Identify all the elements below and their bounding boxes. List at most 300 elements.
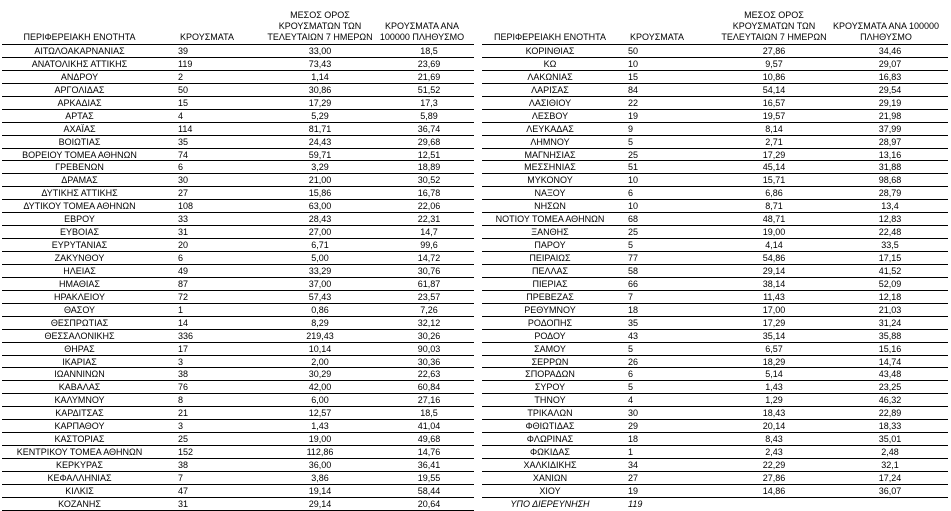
table-row bbox=[2, 84, 474, 97]
table-row bbox=[482, 291, 948, 304]
avg7-cell: 5,00 bbox=[311, 253, 329, 263]
cases-cell: 10 bbox=[628, 58, 639, 69]
table-row bbox=[2, 278, 474, 291]
table-body-left bbox=[2, 45, 474, 511]
table-row bbox=[482, 317, 948, 330]
table-row bbox=[2, 58, 474, 71]
table-row bbox=[2, 239, 474, 252]
table-row bbox=[2, 498, 474, 511]
per100k-cell: 98,68 bbox=[878, 175, 902, 186]
avg7-cell: 3,86 bbox=[311, 472, 329, 483]
table-row bbox=[482, 343, 948, 356]
per100k-cell: 18,5 bbox=[420, 46, 438, 56]
per100k-cell: 16,78 bbox=[417, 188, 441, 199]
cases-cell: 25 bbox=[628, 149, 639, 160]
cases-cell: 15 bbox=[178, 97, 189, 108]
table-row bbox=[482, 356, 948, 369]
region-cell: ΘΕΣΣΑΛΟΝΙΚΗΣ bbox=[44, 330, 115, 341]
per100k-cell: 49,68 bbox=[417, 434, 441, 445]
cases-cell: 19 bbox=[628, 485, 639, 496]
cases-cell: 4 bbox=[178, 110, 184, 121]
avg7-cell: 2,71 bbox=[765, 136, 783, 147]
avg7-cell: 48,71 bbox=[762, 214, 786, 225]
region-cell: ΝΗΣΩΝ bbox=[534, 201, 566, 212]
avg7-cell: 59,71 bbox=[308, 149, 332, 160]
cases-cell: 18 bbox=[628, 434, 639, 445]
per100k-cell: 90,03 bbox=[417, 343, 441, 354]
cases-cell: 74 bbox=[178, 149, 189, 160]
avg7-cell: 9,57 bbox=[765, 58, 783, 69]
avg7-cell: 8,14 bbox=[765, 123, 783, 134]
cases-cell: 5 bbox=[628, 343, 634, 354]
header-per100k: ΚΡΟΥΣΜΑΤΑ ΑΝΑ 100000 ΠΛΗΘΥΣΜΟ bbox=[833, 21, 939, 42]
table-row bbox=[2, 446, 474, 459]
cases-cell: 50 bbox=[628, 46, 639, 56]
avg7-cell: 57,43 bbox=[308, 291, 332, 302]
cases-cell: 76 bbox=[178, 382, 189, 393]
avg7-cell: 6,71 bbox=[311, 240, 329, 251]
cases-cell: 119 bbox=[178, 58, 193, 69]
avg7-cell: 8,43 bbox=[765, 434, 783, 445]
table-row bbox=[482, 252, 948, 265]
cases-cell: 25 bbox=[178, 434, 189, 445]
per100k-cell: 32,1 bbox=[881, 460, 899, 470]
avg7-cell: 18,43 bbox=[762, 408, 786, 419]
table-row bbox=[2, 407, 474, 420]
per100k-cell: 41,52 bbox=[878, 265, 902, 276]
table-row bbox=[2, 174, 474, 187]
avg7-cell: 3,29 bbox=[311, 162, 329, 173]
avg7-cell: 0,86 bbox=[311, 304, 329, 315]
table-row bbox=[2, 381, 474, 394]
table-row bbox=[482, 200, 948, 213]
avg7-cell: 81,71 bbox=[308, 123, 332, 134]
table-row bbox=[482, 174, 948, 187]
table-row bbox=[482, 187, 948, 200]
cases-cell: 72 bbox=[178, 291, 189, 302]
avg7-cell: 35,14 bbox=[762, 330, 786, 341]
table-row bbox=[2, 368, 474, 381]
region-cell: ΖΑΚΥΝΘΟΥ bbox=[54, 253, 105, 263]
region-cell: ΤΗΝΟΥ bbox=[534, 395, 566, 406]
avg7-cell: 19,57 bbox=[762, 110, 786, 121]
cases-cell: 1 bbox=[628, 447, 634, 458]
table-row bbox=[2, 71, 474, 84]
table-row bbox=[482, 84, 948, 97]
table-row bbox=[2, 343, 474, 356]
table-right-half bbox=[482, 2, 948, 511]
cases-cell: 34 bbox=[628, 460, 639, 470]
per100k-cell: 43,48 bbox=[878, 369, 902, 380]
region-cell: ΑΝΔΡΟΥ bbox=[60, 71, 99, 82]
avg7-cell: 19,00 bbox=[308, 434, 332, 445]
header-region: ΠΕΡΙΦΕΡΕΙΑΚΗ ΕΝΟΤΗΤΑ bbox=[23, 32, 136, 42]
cases-cell: 77 bbox=[628, 253, 639, 263]
cases-cell: 10 bbox=[628, 175, 639, 186]
region-cell: ΡΟΔΟΥ bbox=[534, 330, 566, 341]
cases-cell: 39 bbox=[178, 46, 189, 56]
per100k-cell: 29,07 bbox=[878, 58, 902, 69]
per100k-cell: 27,16 bbox=[417, 395, 441, 406]
table-row bbox=[2, 420, 474, 433]
cases-cell: 5 bbox=[628, 382, 634, 393]
per100k-cell: 18,5 bbox=[420, 408, 438, 419]
region-cell: ΑΡΤΑΣ bbox=[65, 110, 94, 121]
region-cell: ΒΟΡΕΙΟΥ ΤΟΜΕΑ ΑΘΗΝΩΝ bbox=[22, 149, 137, 160]
avg7-cell: 19,00 bbox=[762, 227, 786, 238]
table-row bbox=[482, 226, 948, 239]
per100k-cell: 14,76 bbox=[417, 447, 441, 458]
region-cell: ΣΠΟΡΑΔΩΝ bbox=[525, 369, 575, 380]
table-row bbox=[2, 149, 474, 162]
per100k-cell: 29,68 bbox=[417, 136, 441, 147]
region-cell: ΘΑΣΟΥ bbox=[63, 304, 96, 315]
cases-cell: 3 bbox=[178, 356, 184, 367]
cases-cell: 8 bbox=[178, 395, 184, 406]
per100k-cell: 17,15 bbox=[878, 253, 902, 263]
region-cell: ΜΥΚΟΝΟΥ bbox=[527, 175, 573, 186]
table-row bbox=[2, 459, 474, 472]
cases-cell: 35 bbox=[178, 136, 189, 147]
region-cell: ΚΕΡΚΥΡΑΣ bbox=[56, 460, 103, 470]
per100k-cell: 28,97 bbox=[878, 136, 902, 147]
region-cell: ΦΛΩΡΙΝΑΣ bbox=[526, 434, 574, 445]
region-cell: ΠΕΛΛΑΣ bbox=[531, 265, 569, 276]
region-cell: ΡΟΔΟΠΗΣ bbox=[527, 317, 573, 328]
avg7-cell: 27,86 bbox=[762, 46, 786, 56]
per100k-cell: 17,3 bbox=[420, 97, 438, 108]
cases-cell: 6 bbox=[178, 162, 184, 173]
avg7-cell: 36,00 bbox=[308, 460, 332, 470]
per100k-cell: 14,74 bbox=[878, 356, 902, 367]
cases-cell: 152 bbox=[178, 447, 194, 458]
avg7-cell: 1,14 bbox=[311, 71, 329, 82]
cases-cell: 6 bbox=[178, 253, 184, 263]
table-row bbox=[482, 278, 948, 291]
avg7-cell: 30,86 bbox=[308, 84, 332, 95]
region-cell: ΔΡΑΜΑΣ bbox=[61, 175, 98, 186]
region-cell: ΚΟΡΙΝΘΙΑΣ bbox=[525, 46, 575, 56]
cases-cell: 47 bbox=[178, 485, 189, 496]
region-cell: ΞΑΝΘΗΣ bbox=[531, 227, 569, 238]
region-cell: ΝΑΞΟΥ bbox=[534, 188, 566, 199]
cases-cell: 7 bbox=[178, 472, 184, 483]
cases-cell: 1 bbox=[178, 304, 184, 315]
table-row bbox=[2, 213, 474, 226]
per100k-cell: 58,44 bbox=[417, 485, 441, 496]
table-row bbox=[2, 265, 474, 278]
table-row bbox=[482, 330, 948, 343]
cases-cell: 25 bbox=[628, 227, 639, 238]
table-row bbox=[2, 317, 474, 330]
avg7-cell: 17,29 bbox=[762, 149, 786, 160]
per100k-cell: 32,12 bbox=[417, 317, 441, 328]
avg7-cell: 5,29 bbox=[311, 110, 329, 121]
table-row bbox=[2, 472, 474, 485]
per100k-cell: 36,41 bbox=[417, 460, 441, 470]
table-body-right bbox=[482, 45, 948, 511]
region-cell: ΧΑΝΙΩΝ bbox=[532, 472, 568, 483]
per100k-cell: 28,79 bbox=[878, 188, 902, 199]
avg7-cell: 29,14 bbox=[308, 498, 332, 509]
header-avg7: ΜΕΣΟΣ ΟΡΟΣ ΚΡΟΥΣΜΑΤΩΝ ΤΩΝ ΤΕΛΕΥΤΑΙΩΝ 7 ΗΜΕΡΩΝ bbox=[721, 10, 827, 42]
cases-cell: 31 bbox=[178, 227, 189, 238]
table-row bbox=[482, 485, 948, 498]
cases-cell: 336 bbox=[178, 330, 194, 341]
cases-cell: 4 bbox=[628, 395, 634, 406]
region-cell: ΙΩΑΝΝΙΝΩΝ bbox=[54, 369, 105, 380]
table-row bbox=[482, 213, 948, 226]
avg7-cell: 15,86 bbox=[308, 188, 332, 199]
cases-cell: 119 bbox=[628, 498, 643, 509]
cases-cell: 114 bbox=[178, 123, 193, 134]
avg7-cell: 5,14 bbox=[765, 369, 783, 380]
avg7-cell: 112,86 bbox=[306, 447, 334, 458]
region-cell: ΒΟΙΩΤΙΑΣ bbox=[58, 136, 101, 147]
region-cell: ΣΕΡΡΩΝ bbox=[531, 356, 569, 367]
avg7-cell: 2,43 bbox=[765, 447, 783, 458]
avg7-cell: 33,00 bbox=[308, 46, 332, 56]
per100k-cell: 35,88 bbox=[878, 330, 902, 341]
region-cell: ΧΑΛΚΙΔΙΚΗΣ bbox=[523, 460, 577, 470]
region-cell: ΘΕΣΠΡΩΤΙΑΣ bbox=[50, 317, 109, 328]
avg7-cell: 21,00 bbox=[308, 175, 332, 186]
cases-cell: 84 bbox=[628, 84, 639, 95]
region-cell: ΛΑΚΩΝΙΑΣ bbox=[527, 71, 573, 82]
region-cell: ΡΕΘΥΜΝΟΥ bbox=[524, 304, 576, 315]
per100k-cell: 13,4 bbox=[881, 201, 899, 212]
table-row bbox=[482, 123, 948, 136]
region-cell: ΣΥΡΟΥ bbox=[534, 382, 566, 393]
cases-cell: 3 bbox=[178, 421, 184, 432]
per100k-cell: 35,01 bbox=[878, 434, 902, 445]
cases-cell: 50 bbox=[178, 84, 189, 95]
per100k-cell: 33,5 bbox=[881, 240, 899, 251]
region-cell: ΚΑΛΥΜΝΟΥ bbox=[54, 395, 105, 406]
cases-cell: 26 bbox=[628, 356, 639, 367]
table-row bbox=[2, 97, 474, 110]
region-cell: ΛΑΣΙΘΙΟΥ bbox=[528, 97, 572, 108]
cases-cell: 20 bbox=[178, 240, 189, 251]
table-row bbox=[482, 420, 948, 433]
region-cell: ΚΩ bbox=[543, 58, 557, 69]
region-cell: ΚΕΝΤΡΙΚΟΥ ΤΟΜΕΑ ΑΘΗΝΩΝ bbox=[16, 447, 143, 458]
header-avg7: ΜΕΣΟΣ ΟΡΟΣ ΚΡΟΥΣΜΑΤΩΝ ΤΩΝ ΤΕΛΕΥΤΑΙΩΝ 7 ΗΜΕΡΩΝ bbox=[267, 10, 373, 42]
avg7-cell: 11,43 bbox=[763, 291, 785, 302]
per100k-cell: 21,03 bbox=[878, 304, 902, 315]
region-cell: ΚΙΛΚΙΣ bbox=[65, 485, 94, 496]
cases-cell: 22 bbox=[628, 97, 639, 108]
table-row bbox=[2, 433, 474, 446]
region-cell: ΗΡΑΚΛΕΙΟΥ bbox=[53, 291, 106, 302]
region-cell: ΔΥΤΙΚΟΥ ΤΟΜΕΑ ΑΘΗΝΩΝ bbox=[23, 201, 136, 212]
per100k-cell: 23,69 bbox=[417, 58, 441, 69]
avg7-cell: 219,43 bbox=[306, 330, 334, 341]
per100k-cell: 31,88 bbox=[878, 162, 902, 173]
header-cases: ΚΡΟΥΣΜΑΤΑ bbox=[180, 32, 234, 42]
table-row bbox=[2, 226, 474, 239]
avg7-cell: 6,00 bbox=[311, 395, 329, 406]
region-cell: ΘΗΡΑΣ bbox=[64, 343, 95, 354]
table-left-half bbox=[2, 2, 474, 511]
table-row bbox=[2, 136, 474, 149]
cases-cell: 5 bbox=[628, 136, 634, 147]
per100k-cell: 22,48 bbox=[878, 227, 902, 238]
cases-cell: 17 bbox=[178, 343, 189, 354]
table-row bbox=[2, 187, 474, 200]
region-cell: ΦΘΙΩΤΙΔΑΣ bbox=[525, 421, 575, 432]
per100k-cell: 12,83 bbox=[878, 214, 902, 225]
avg7-cell: 17,00 bbox=[762, 304, 786, 315]
cases-cell: 6 bbox=[628, 188, 634, 199]
table-row bbox=[482, 149, 948, 162]
region-cell: ΚΑΒΑΛΑΣ bbox=[58, 382, 101, 393]
cases-cell: 7 bbox=[628, 291, 634, 302]
avg7-cell: 33,29 bbox=[308, 265, 332, 276]
avg7-cell: 42,00 bbox=[308, 382, 332, 393]
per100k-cell: 36,74 bbox=[417, 123, 441, 134]
per100k-cell: 19,55 bbox=[417, 472, 441, 483]
per100k-cell: 2,48 bbox=[881, 447, 899, 458]
per100k-cell: 21,98 bbox=[878, 110, 902, 121]
per100k-cell: 29,54 bbox=[878, 84, 902, 95]
per100k-cell: 29,19 bbox=[878, 97, 902, 108]
per100k-cell: 30,76 bbox=[417, 265, 441, 276]
per100k-cell: 21,69 bbox=[417, 71, 441, 82]
avg7-cell: 22,29 bbox=[762, 460, 786, 470]
per100k-cell: 17,24 bbox=[878, 472, 902, 483]
avg7-cell: 73,43 bbox=[308, 58, 332, 69]
region-cell: ΚΕΦΑΛΛΗΝΙΑΣ bbox=[47, 472, 112, 483]
region-cell: ΗΛΕΙΑΣ bbox=[63, 265, 96, 276]
table-row bbox=[482, 381, 948, 394]
table-row bbox=[482, 472, 948, 485]
region-cell: ΣΑΜΟΥ bbox=[534, 343, 566, 354]
cases-cell: 31 bbox=[178, 498, 189, 509]
region-cell: ΤΡΙΚΑΛΩΝ bbox=[527, 408, 573, 419]
table-row bbox=[482, 58, 948, 71]
cases-cell: 27 bbox=[628, 472, 639, 483]
header-per100k: ΚΡΟΥΣΜΑΤΑ ΑΝΑ 100000 ΠΛΗΘΥΣΜΟ bbox=[379, 21, 465, 42]
region-cell: ΧΙΟΥ bbox=[539, 485, 561, 496]
per100k-cell: 16,83 bbox=[878, 71, 902, 82]
table-row bbox=[2, 330, 474, 343]
avg7-cell: 38,14 bbox=[762, 278, 786, 289]
region-cell: ΔΥΤΙΚΗΣ ΑΤΤΙΚΗΣ bbox=[41, 188, 118, 199]
per100k-cell: 51,52 bbox=[417, 84, 441, 95]
region-cell: ΛΗΜΝΟΥ bbox=[530, 136, 570, 147]
per100k-cell: 12,51 bbox=[417, 149, 441, 160]
region-cell: ΛΕΣΒΟΥ bbox=[531, 110, 569, 121]
table-row bbox=[482, 45, 948, 58]
table-row bbox=[482, 433, 948, 446]
cases-cell: 38 bbox=[178, 369, 189, 380]
table-row bbox=[482, 459, 948, 472]
region-cell: ΜΕΣΣΗΝΙΑΣ bbox=[524, 162, 576, 173]
table-row bbox=[482, 110, 948, 123]
avg7-cell: 14,86 bbox=[762, 485, 786, 496]
region-cell: ΥΠΟ ΔΙΕΡΕΥΝΗΣΗ bbox=[510, 498, 590, 509]
cases-cell: 29 bbox=[628, 421, 639, 432]
region-cell: ΚΟΖΑΝΗΣ bbox=[58, 498, 101, 509]
cases-cell: 21 bbox=[178, 408, 189, 419]
table-row bbox=[2, 123, 474, 136]
region-cell: ΝΟΤΙΟΥ ΤΟΜΕΑ ΑΘΗΝΩΝ bbox=[495, 214, 605, 225]
per100k-cell: 18,33 bbox=[878, 421, 902, 432]
table-row bbox=[482, 161, 948, 174]
table-row bbox=[2, 45, 474, 58]
avg7-cell: 20,14 bbox=[762, 421, 786, 432]
region-cell: ΓΡΕΒΕΝΩΝ bbox=[55, 162, 104, 173]
cases-cell: 66 bbox=[628, 278, 639, 289]
region-cell: ΛΑΡΙΣΑΣ bbox=[531, 84, 569, 95]
per100k-cell: 23,25 bbox=[878, 382, 902, 393]
avg7-cell: 8,71 bbox=[765, 201, 783, 212]
avg7-cell: 19,14 bbox=[308, 485, 332, 496]
cases-cell: 30 bbox=[178, 175, 189, 186]
avg7-cell: 1,43 bbox=[765, 382, 783, 393]
avg7-cell: 27,00 bbox=[308, 227, 332, 238]
table-row bbox=[2, 252, 474, 265]
cases-cell: 15 bbox=[628, 71, 639, 82]
per100k-cell: 22,89 bbox=[878, 408, 902, 419]
region-cell: ΕΥΡΥΤΑΝΙΑΣ bbox=[51, 240, 108, 251]
cases-cell: 51 bbox=[628, 162, 639, 173]
cases-cell: 43 bbox=[628, 330, 639, 341]
region-cell: ΠΙΕΡΙΑΣ bbox=[532, 278, 568, 289]
region-cell: ΚΑΡΔΙΤΣΑΣ bbox=[55, 408, 104, 419]
per100k-cell: 23,57 bbox=[417, 291, 441, 302]
region-cell: ΑΧΑΪΑΣ bbox=[63, 123, 96, 134]
table-header bbox=[482, 2, 948, 45]
table-row bbox=[482, 446, 948, 459]
region-cell: ΜΑΓΝΗΣΙΑΣ bbox=[524, 149, 576, 160]
header-region: ΠΕΡΙΦΕΡΕΙΑΚΗ ΕΝΟΤΗΤΑ bbox=[493, 32, 607, 42]
avg7-cell: 16,57 bbox=[762, 97, 786, 108]
table-row bbox=[2, 200, 474, 213]
table-row bbox=[482, 304, 948, 317]
region-cell: ΕΒΡΟΥ bbox=[64, 214, 95, 225]
avg7-cell: 6,86 bbox=[765, 188, 783, 199]
table-row bbox=[2, 356, 474, 369]
avg7-cell: 24,43 bbox=[308, 136, 332, 147]
region-cell: ΚΑΣΤΟΡΙΑΣ bbox=[54, 434, 105, 445]
cases-cell: 87 bbox=[178, 278, 189, 289]
per100k-cell: 60,84 bbox=[417, 382, 441, 393]
region-cell: ΕΥΒΟΙΑΣ bbox=[59, 227, 100, 238]
avg7-cell: 8,29 bbox=[311, 317, 329, 328]
region-cell: ΗΜΑΘΙΑΣ bbox=[59, 278, 100, 289]
per100k-cell: 34,46 bbox=[878, 46, 902, 56]
per100k-cell: 13,16 bbox=[878, 149, 902, 160]
per100k-cell: 14,7 bbox=[420, 227, 438, 238]
per100k-cell: 22,06 bbox=[417, 201, 441, 212]
table-row bbox=[2, 110, 474, 123]
per100k-cell: 7,26 bbox=[420, 304, 438, 315]
avg7-cell: 1,29 bbox=[765, 395, 783, 406]
avg7-cell: 15,71 bbox=[762, 175, 786, 186]
per100k-cell: 99,6 bbox=[420, 240, 438, 251]
table-row bbox=[482, 71, 948, 84]
cases-cell: 10 bbox=[628, 201, 639, 212]
avg7-cell: 27,86 bbox=[762, 472, 786, 483]
table-row bbox=[2, 485, 474, 498]
per100k-cell: 12,18 bbox=[878, 291, 902, 302]
avg7-cell: 18,29 bbox=[762, 356, 786, 367]
avg7-cell: 2,00 bbox=[311, 356, 329, 367]
per100k-cell: 46,32 bbox=[878, 395, 902, 406]
region-cell: ΑΙΤΩΛΟΑΚΑΡΝΑΝΙΑΣ bbox=[34, 46, 125, 56]
